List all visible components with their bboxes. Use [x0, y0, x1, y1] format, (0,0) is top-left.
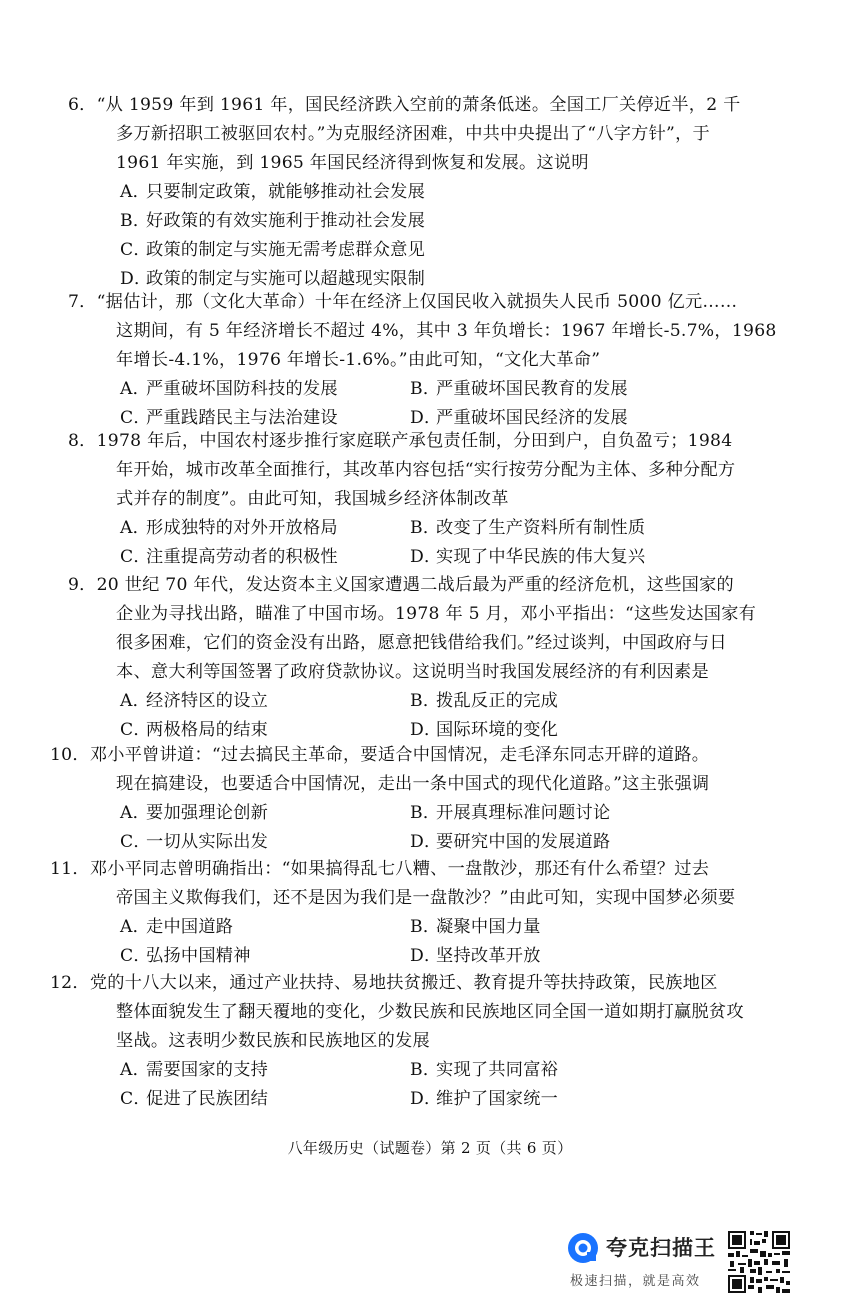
- option-text: 国际环境的变化: [436, 720, 559, 740]
- stem-line: 式并存的制度”。由此可知，我国城乡经济体制改革: [116, 489, 509, 509]
- option-text: 弘扬中国精神: [146, 946, 251, 966]
- quark-logo-icon: [566, 1231, 600, 1265]
- option-text: 实现了中华民族的伟大复兴: [436, 547, 646, 567]
- question-number: 8．: [68, 431, 97, 451]
- option-label: B．: [410, 691, 441, 711]
- option-text: 严重践踏民主与法治建设: [146, 408, 338, 428]
- question-number: 9．: [68, 575, 97, 595]
- option-label: A．: [120, 518, 151, 538]
- question-stem: [68, 91, 782, 178]
- stem-line: 邓小平同志曾明确指出：“如果搞得乱七八糟、一盘散沙，那还有什么希望？过去: [89, 859, 710, 879]
- option-text: 经济特区的设立: [146, 691, 269, 711]
- option-a: [120, 799, 410, 828]
- option-label: B．: [410, 917, 441, 937]
- option-text: 走中国道路: [146, 917, 234, 937]
- stem-line: 年增长-4.1%，1976 年增长-1.6%。”由此可知，“文化大革命”: [116, 350, 601, 370]
- option-label: D．: [410, 547, 442, 567]
- option-label: C．: [120, 946, 151, 966]
- option-label: D．: [120, 269, 152, 289]
- scanner-slogan: 极速扫描，就是高效: [570, 1274, 701, 1289]
- scanner-watermark: [566, 1229, 816, 1299]
- option-text: 好政策的有效实施利于推动社会发展: [146, 211, 426, 231]
- option-label: D．: [410, 408, 442, 428]
- option-text: 政策的制定与实施无需考虑群众意见: [146, 240, 426, 260]
- option-d: [410, 1085, 558, 1114]
- option-text: 拨乱反正的完成: [436, 691, 559, 711]
- question-8: [68, 427, 782, 572]
- option-a: [120, 913, 410, 942]
- options: [92, 687, 782, 745]
- option-a: [120, 178, 425, 207]
- option-a: [120, 375, 410, 404]
- option-text: 开展真理标准问题讨论: [436, 803, 611, 823]
- option-b: [410, 799, 610, 828]
- option-c: [120, 828, 410, 857]
- option-b: [410, 1056, 558, 1085]
- option-label: D．: [410, 832, 442, 852]
- option-text: 形成独特的对外开放格局: [146, 518, 338, 538]
- stem-line: 党的十八大以来，通过产业扶持、易地扶贫搬迁、教育提升等扶持政策，民族地区: [89, 973, 718, 993]
- option-label: A．: [120, 182, 151, 202]
- stem-line: 1978 年后，中国农村逐步推行家庭联产承包责任制，分田到户，自负盈亏；1984: [96, 431, 733, 451]
- option-d: [410, 828, 610, 857]
- stem-line: 多万新招职工被驱回农村。”为克服经济困难，中共中央提出了“八字方针”，于: [116, 124, 710, 144]
- question-stem: [50, 741, 782, 799]
- stem-line: 坚战。这表明少数民族和民族地区的发展: [116, 1031, 430, 1051]
- question-number: 6．: [68, 95, 97, 115]
- question-number: 12．: [50, 973, 90, 993]
- stem-line: 20 世纪 70 年代，发达资本主义国家遭遇二战后最为严重的经济危机，这些国家的: [96, 575, 734, 595]
- question-stem: [68, 571, 782, 687]
- stem-line: “从 1959 年到 1961 年，国民经济跌入空前的萧条低迷。全国工厂关停近半，2 千: [96, 95, 741, 115]
- option-b: [410, 514, 645, 543]
- option-text: 促进了民族团结: [146, 1089, 269, 1109]
- stem-line: 整体面貌发生了翻天覆地的变化，少数民族和民族地区同全国一道如期打赢脱贫攻: [116, 1002, 744, 1022]
- stem-line: 现在搞建设，也要适合中国情况，走出一条中国式的现代化道路。”这主张强调: [116, 774, 710, 794]
- option-text: 凝聚中国力量: [436, 917, 541, 937]
- option-c: [120, 543, 410, 572]
- option-text: 维护了国家统一: [436, 1089, 559, 1109]
- option-text: 坚持改革开放: [436, 946, 541, 966]
- option-label: D．: [410, 720, 442, 740]
- option-text: 只要制定政策，就能够推动社会发展: [146, 182, 426, 202]
- question-9: [68, 571, 782, 745]
- stem-line: 企业为寻找出路，瞄准了中国市场。1978 年 5 月，邓小平指出：“这些发达国家有: [116, 604, 757, 624]
- option-c: [120, 236, 425, 265]
- question-stem: [68, 427, 782, 514]
- option-label: D．: [410, 1089, 442, 1109]
- option-label: B．: [410, 1060, 441, 1080]
- options: [92, 1056, 782, 1114]
- option-label: B．: [410, 379, 441, 399]
- question-7: [68, 288, 782, 433]
- stem-line: 帝国主义欺侮我们，还不是因为我们是一盘散沙？”由此可知，实现中国梦必须要: [116, 888, 736, 908]
- option-d: [410, 543, 645, 572]
- option-a: [120, 1056, 410, 1085]
- qr-code-icon: [726, 1229, 792, 1295]
- option-b: [410, 687, 558, 716]
- option-text: 改变了生产资料所有制性质: [436, 518, 646, 538]
- page-footer: 八年级历史（试题卷）第 2 页（共 6 页）: [287, 1139, 573, 1157]
- question-10: [50, 741, 782, 857]
- stem-line: 年开始，城市改革全面推行，其改革内容包括“实行按劳分配为主体、多种分配方: [116, 460, 736, 480]
- option-label: C．: [120, 720, 151, 740]
- option-label: D．: [410, 946, 442, 966]
- question-12: [50, 969, 782, 1114]
- option-text: 注重提高劳动者的积极性: [146, 547, 338, 567]
- option-a: [120, 687, 410, 716]
- option-label: B．: [410, 803, 441, 823]
- question-number: 7．: [68, 292, 97, 312]
- question-stem: [50, 969, 782, 1056]
- option-text: 一切从实际出发: [146, 832, 269, 852]
- stem-line: 这期间，有 5 年经济增长不超过 4%，其中 3 年负增长：1967 年增长-5.7%，1968: [116, 321, 777, 341]
- option-label: A．: [120, 1060, 151, 1080]
- option-label: A．: [120, 379, 151, 399]
- option-text: 两极格局的结束: [146, 720, 269, 740]
- stem-line: 邓小平曾讲道：“过去搞民主革命，要适合中国情况，走毛泽东同志开辟的道路。: [89, 745, 710, 765]
- question-stem: [50, 855, 782, 913]
- question-stem: [68, 288, 782, 375]
- option-text: 严重破坏国民教育的发展: [436, 379, 628, 399]
- stem-line: 本、意大利等国签署了政府贷款协议。这说明当时我国发展经济的有利因素是: [116, 662, 709, 682]
- options: [92, 514, 782, 572]
- option-label: C．: [120, 832, 151, 852]
- scanner-brand: 夸克扫描王: [606, 1236, 716, 1260]
- options: [92, 375, 782, 433]
- option-text: 政策的制定与实施可以超越现实限制: [146, 269, 426, 289]
- option-label: C．: [120, 547, 151, 567]
- option-label: C．: [120, 240, 151, 260]
- stem-line: 1961 年实施，到 1965 年国民经济得到恢复和发展。这说明: [116, 153, 589, 173]
- option-c: [120, 942, 410, 971]
- question-6: [68, 91, 782, 294]
- question-number: 10．: [50, 745, 90, 765]
- option-a: [120, 514, 410, 543]
- question-11: [50, 855, 782, 971]
- stem-line: 很多困难，它们的资金没有出路，愿意把钱借给我们。”经过谈判，中国政府与日: [116, 633, 727, 653]
- option-label: B．: [410, 518, 441, 538]
- option-label: B．: [120, 211, 151, 231]
- option-label: A．: [120, 691, 151, 711]
- option-b: [410, 375, 628, 404]
- option-b: [410, 913, 541, 942]
- option-c: [120, 1085, 410, 1114]
- option-text: 严重破坏国民经济的发展: [436, 408, 628, 428]
- options: [92, 799, 782, 857]
- option-text: 实现了共同富裕: [436, 1060, 559, 1080]
- option-label: A．: [120, 803, 151, 823]
- question-number: 11．: [50, 859, 90, 879]
- options: [92, 178, 782, 294]
- option-label: C．: [120, 408, 151, 428]
- option-text: 严重破坏国防科技的发展: [146, 379, 338, 399]
- option-d: [410, 942, 541, 971]
- option-label: A．: [120, 917, 151, 937]
- stem-line: “据估计，那（文化大革命）十年在经济上仅国民收入就损失人民币 5000 亿元……: [96, 292, 738, 312]
- option-text: 要研究中国的发展道路: [436, 832, 611, 852]
- option-label: C．: [120, 1089, 151, 1109]
- options: [92, 913, 782, 971]
- option-text: 需要国家的支持: [146, 1060, 269, 1080]
- option-text: 要加强理论创新: [146, 803, 269, 823]
- option-b: [120, 207, 425, 236]
